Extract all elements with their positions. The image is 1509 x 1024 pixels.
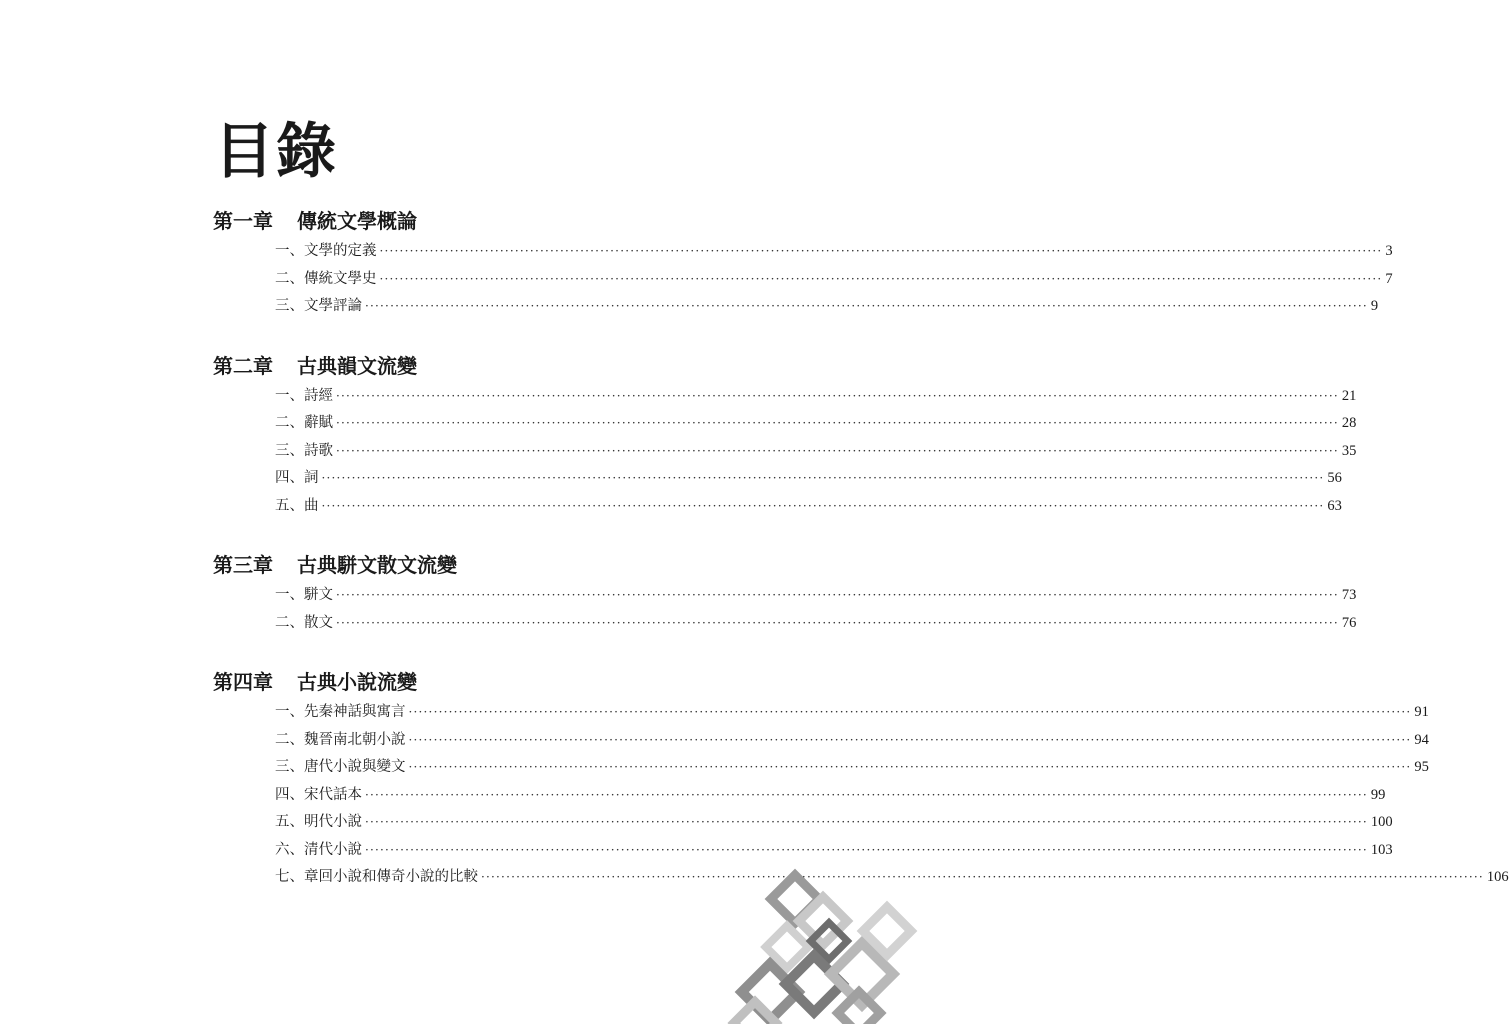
chapter-title: 傳統文學概論 <box>297 209 417 233</box>
toc-entry[interactable] <box>275 582 1357 610</box>
chapter-section <box>213 665 1509 892</box>
entry-page-number: 63 <box>1327 497 1342 514</box>
toc-entry[interactable] <box>275 727 1429 755</box>
chapter-title: 古典小說流變 <box>297 670 417 694</box>
entry-page-number: 91 <box>1414 704 1429 720</box>
entry-label: 三、文學評論 <box>275 298 362 314</box>
toc-entry[interactable] <box>275 493 1342 521</box>
chapter-section <box>213 204 1393 321</box>
entry-label: 二、魏晉南北朝小說 <box>275 731 406 748</box>
entry-label: 五、明代小說 <box>275 814 362 830</box>
chapter-number: 第一章 <box>213 209 273 233</box>
entry-page-number: 103 <box>1370 841 1393 858</box>
entry-label: 四、詞 <box>275 470 319 486</box>
dot-leader: ········································································································································································································ <box>365 299 1368 313</box>
dot-leader: ········································································································································································································ <box>365 842 1368 857</box>
chapter-number: 第二章 <box>213 353 273 378</box>
entry-page-number: 21 <box>1341 387 1357 404</box>
chapter-heading[interactable] <box>213 665 793 699</box>
dot-leader: ········································································································································································································ <box>321 471 1325 485</box>
toc-entry[interactable] <box>275 293 1379 321</box>
chapter-number: 第四章 <box>213 670 273 694</box>
dot-leader: ········································································································································································································ <box>365 815 1368 829</box>
chapter-number: 第三章 <box>213 553 273 577</box>
entry-label: 一、先秦神話與寓言 <box>275 704 406 720</box>
chapter-title: 古典駢文散文流變 <box>297 553 457 577</box>
entry-label: 二、辭賦 <box>275 415 333 431</box>
chapter-heading[interactable] <box>213 204 793 238</box>
entry-page-number: 99 <box>1370 786 1386 803</box>
chapter-section <box>213 349 1357 521</box>
ornament-diamond <box>734 1002 776 1024</box>
entry-label: 四、宋代話本 <box>275 786 362 803</box>
entry-page-number: 95 <box>1414 759 1429 775</box>
chapter-heading[interactable] <box>213 548 793 582</box>
entry-list <box>275 699 1509 892</box>
toc-entry[interactable] <box>275 266 1393 294</box>
dot-leader: ········································································································································································································ <box>336 588 1339 602</box>
entry-label: 一、詩經 <box>275 387 333 404</box>
entry-page-number: 9 <box>1370 298 1379 314</box>
toc-entry[interactable] <box>275 809 1393 837</box>
entry-page-number: 35 <box>1341 442 1357 459</box>
entry-list <box>275 582 1357 637</box>
entry-label: 一、文學的定義 <box>275 243 377 259</box>
dot-leader: ········································································································································································································ <box>336 443 1339 458</box>
chapter-heading[interactable] <box>213 349 793 383</box>
entry-page-number: 94 <box>1414 731 1429 748</box>
entry-page-number: 28 <box>1341 415 1357 431</box>
dot-leader: ········································································································································································································ <box>408 760 1412 774</box>
chapter-section <box>213 548 1357 637</box>
dot-leader: ········································································································································································································ <box>481 870 1484 884</box>
toc-entry[interactable] <box>275 837 1393 865</box>
toc-entry[interactable] <box>275 410 1357 438</box>
toc-entry[interactable] <box>275 238 1393 266</box>
dot-leader: ········································································································································································································ <box>365 787 1368 802</box>
ornament-diamond <box>771 875 819 923</box>
chapter-title: 古典韻文流變 <box>297 353 417 378</box>
entry-page-number: 73 <box>1341 587 1357 603</box>
entry-label: 七、章回小說和傳奇小說的比較 <box>275 869 478 885</box>
entry-list <box>275 383 1357 521</box>
entry-page-number: 56 <box>1327 470 1342 486</box>
entry-page-number: 100 <box>1370 814 1393 830</box>
page-title: 目錄 <box>214 117 338 187</box>
entry-label: 六、清代小說 <box>275 841 362 858</box>
toc-entry[interactable] <box>275 610 1357 638</box>
entry-list <box>275 238 1393 321</box>
dot-leader: ········································································································································································································ <box>408 732 1412 747</box>
dot-leader: ········································································································································································································ <box>379 244 1383 258</box>
entry-page-number: 76 <box>1341 614 1357 631</box>
entry-page-number: 7 <box>1385 270 1393 287</box>
toc-entry[interactable] <box>275 754 1429 782</box>
toc-entry[interactable] <box>275 699 1429 727</box>
dot-leader: ········································································································································································································ <box>336 615 1339 630</box>
toc-entry[interactable] <box>275 864 1509 892</box>
entry-page-number: 3 <box>1385 243 1393 259</box>
entry-label: 二、散文 <box>275 614 333 631</box>
dot-leader: ········································································································································································································ <box>321 498 1325 513</box>
entry-label: 二、傳統文學史 <box>275 270 377 287</box>
entry-label: 一、駢文 <box>275 587 333 603</box>
dot-leader: ········································································································································································································ <box>336 416 1339 430</box>
entry-label: 三、詩歌 <box>275 442 333 459</box>
toc-entry[interactable] <box>275 438 1357 466</box>
entry-page-number: 106 <box>1486 869 1509 885</box>
entry-label: 三、唐代小說與變文 <box>275 759 406 775</box>
dot-leader: ········································································································································································································ <box>379 271 1383 286</box>
toc-entry[interactable] <box>275 465 1342 493</box>
dot-leader: ········································································································································································································ <box>336 388 1339 403</box>
decorative-diamond-pattern <box>720 868 920 1024</box>
dot-leader: ········································································································································································································ <box>408 705 1412 719</box>
toc-entry[interactable] <box>275 782 1386 810</box>
entry-label: 五、曲 <box>275 497 319 514</box>
toc-entry[interactable] <box>275 383 1357 411</box>
table-of-contents <box>213 204 1509 892</box>
